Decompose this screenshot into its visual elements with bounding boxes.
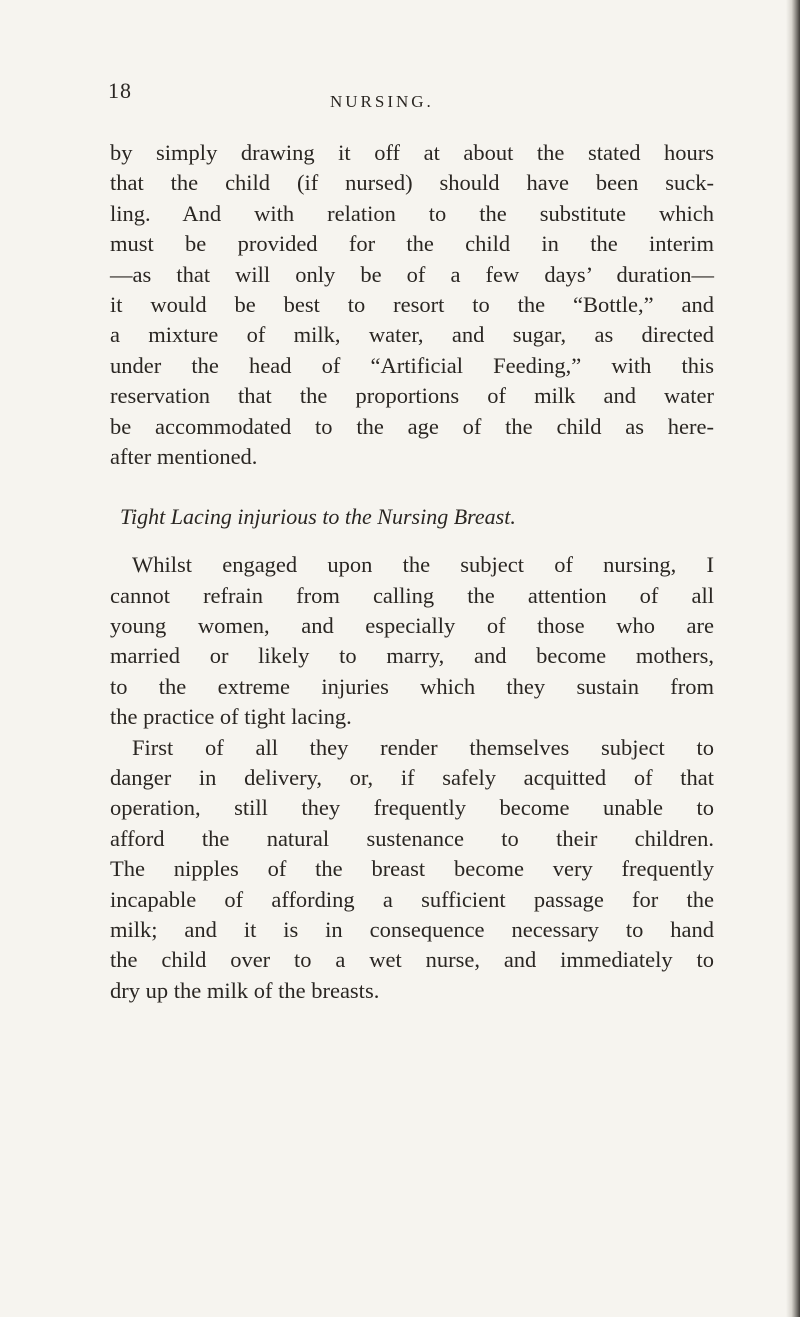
text-line: married or likely to marry, and become mothers, bbox=[110, 643, 714, 669]
text-line: First of all they render themselves subject to bbox=[132, 734, 714, 760]
page-number: 18 bbox=[108, 78, 132, 103]
text-line: that the child (if nursed) should have been suck- bbox=[110, 170, 714, 196]
paragraph-3 bbox=[110, 733, 714, 1007]
text-line: must be provided for the child in the interim bbox=[110, 231, 714, 257]
text-line: dry up the milk of the breasts. bbox=[110, 977, 380, 1003]
paragraph-2 bbox=[110, 550, 714, 732]
text-line: it would be best to resort to the “Bottle,” and bbox=[110, 291, 714, 317]
section-title: Tight Lacing injurious to the Nursing Breast. bbox=[120, 504, 516, 530]
text-line: milk; and it is in consequence necessary to hand bbox=[110, 916, 714, 942]
text-line: danger in delivery, or, if safely acquitted of that bbox=[110, 765, 714, 791]
text-line: the practice of tight lacing. bbox=[110, 704, 352, 730]
page-edge-shadow bbox=[786, 0, 800, 1317]
text-line: be accommodated to the age of the child as here- bbox=[110, 413, 714, 439]
text-line: young women, and especially of those who are bbox=[110, 613, 714, 639]
running-head: NURSING. bbox=[330, 92, 434, 111]
text-line: ling. And with relation to the substitute which bbox=[110, 200, 714, 226]
text-line: The nipples of the breast become very frequently bbox=[110, 856, 714, 882]
text-line: —as that will only be of a few days’ duration— bbox=[110, 261, 714, 287]
text-line: after mentioned. bbox=[110, 443, 258, 469]
text-line: the child over to a wet nurse, and immediately to bbox=[110, 947, 714, 973]
text-line: under the head of “Artificial Feeding,” with this bbox=[110, 352, 714, 378]
text-line: afford the natural sustenance to their children. bbox=[110, 825, 714, 851]
text-line: operation, still they frequently become unable to bbox=[110, 795, 714, 821]
body-text bbox=[110, 138, 714, 1006]
text-line: incapable of affording a sufficient passage for the bbox=[110, 886, 714, 912]
paragraph-1 bbox=[110, 138, 714, 472]
text-line: to the extreme injuries which they sustain from bbox=[110, 673, 714, 699]
text-line: reservation that the proportions of milk and water bbox=[110, 383, 714, 409]
text-line: by simply drawing it off at about the stated hours bbox=[110, 140, 714, 165]
text-line: cannot refrain from calling the attention of all bbox=[110, 582, 714, 608]
text-line: Whilst engaged upon the subject of nursing, I bbox=[132, 552, 714, 578]
text-line: a mixture of milk, water, and sugar, as directed bbox=[110, 322, 714, 348]
